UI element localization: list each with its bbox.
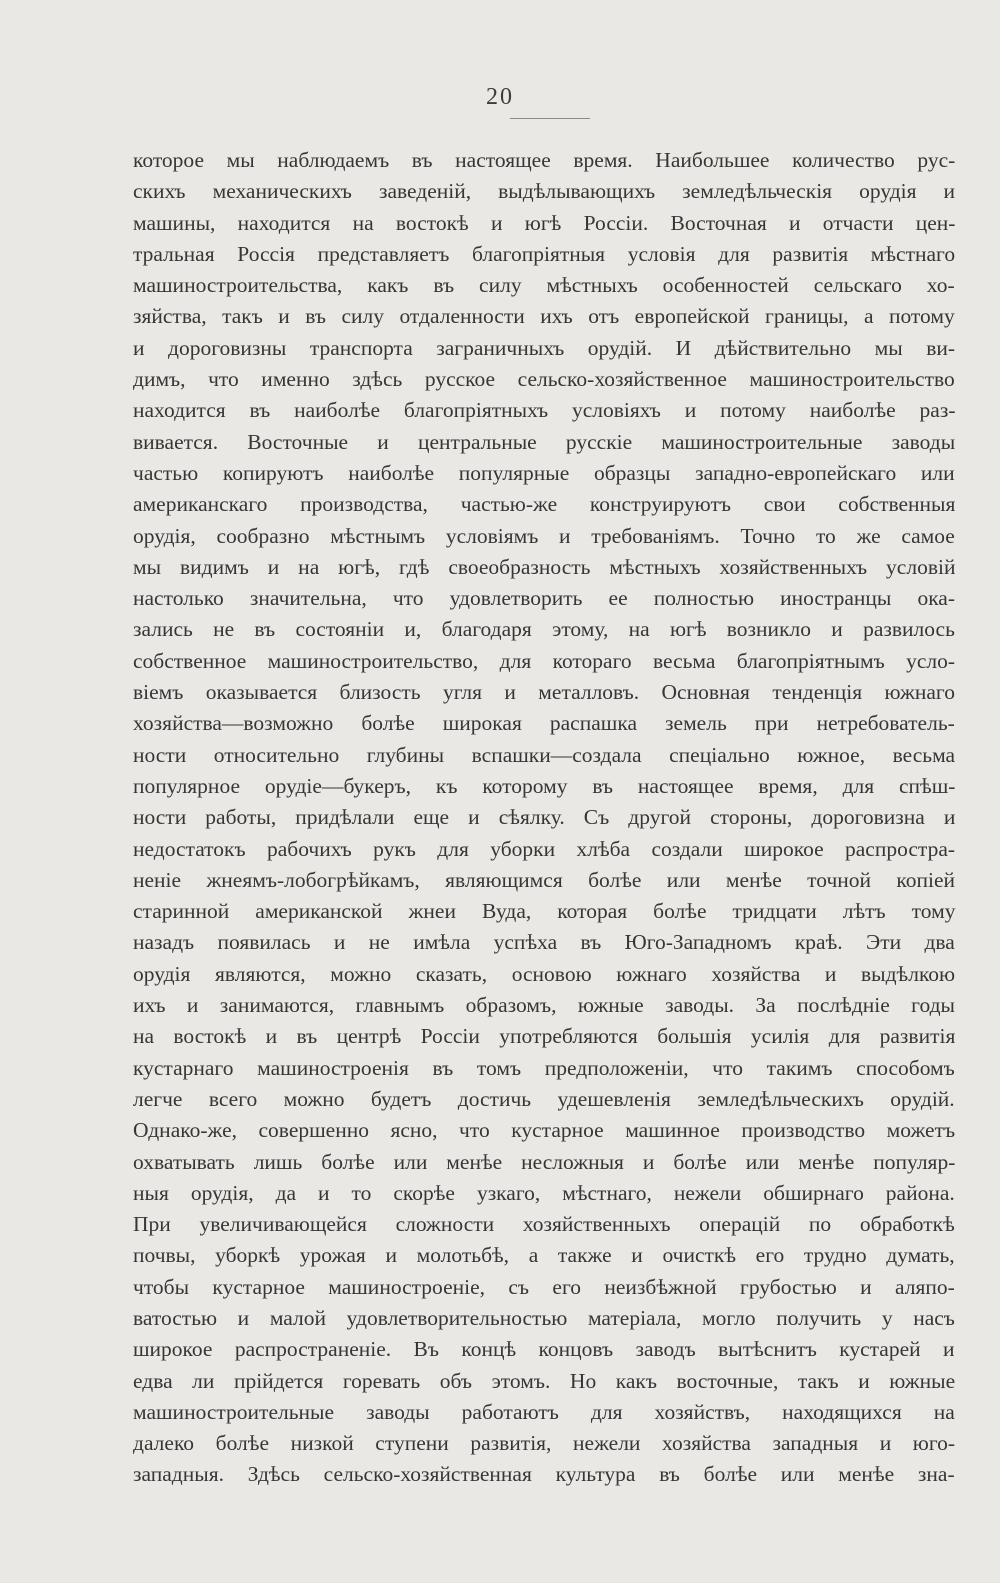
text-line: скихъ механическихъ заведеній, выдѣлывающихъ земледѣльческія орудія и: [133, 179, 956, 204]
text-line: димъ, что именно здѣсь русское сельско-хозяйственное машиностроительство: [133, 367, 955, 392]
text-line: собственное машиностроительство, для котораго весьма благопріятнымъ усло-: [133, 648, 956, 673]
text-line: машиностроительные заводы работаютъ для хозяйствъ, находящихся на: [133, 1399, 955, 1424]
text-line: орудія являются, можно сказать, основою южнаго хозяйства и выдѣлкою: [133, 961, 956, 986]
text-line: зались не въ состояніи и, благодаря этому, на югѣ возникло и развилось: [133, 617, 955, 642]
text-line: Однако-же, совершенно ясно, что кустарное машинное производство можетъ: [133, 1118, 956, 1143]
text-line: широкое распространеніе. Въ концѣ концовъ заводъ вытѣснитъ кустарей и: [133, 1337, 955, 1362]
text-line: тральная Россія представляетъ благопріятныя условія для развитія мѣстнаго: [133, 241, 956, 266]
text-line: почвы, уборкѣ урожая и молотьбѣ, а также и очисткѣ его трудно думать,: [133, 1243, 955, 1268]
text-line: кустарнаго машиностроенія въ томъ предположеніи, что такимъ способомъ: [133, 1055, 955, 1080]
text-line: ватостью и малой удовлетворительностью матеріала, могло получить у насъ: [133, 1305, 955, 1330]
text-line: При увеличивающейся сложности хозяйственныхъ операцій по обработкѣ: [133, 1212, 955, 1237]
text-line: чтобы кустарное машиностроеніе, съ его неизбѣжной грубостью и аляпо-: [133, 1274, 955, 1299]
text-line: назадъ появилась и не имѣла успѣха въ Юго-Западномъ краѣ. Эти два: [133, 930, 955, 955]
text-line: старинной американской жнеи Вуда, которая болѣе тридцати лѣтъ тому: [133, 899, 956, 924]
text-line: которое мы наблюдаемъ въ настоящее время. Наибольшее количество рус-: [133, 148, 956, 172]
page-number-rule: [510, 118, 590, 119]
text-line: ности относительно глубины вспашки—создала спеціально южное, весьма: [133, 742, 956, 767]
text-line: віемъ оказывается близость угля и металловъ. Основная тенденція южнаго: [133, 680, 955, 705]
text-line: машины, находится на востокѣ и югѣ Россіи. Восточная и отчасти цен-: [133, 210, 956, 235]
text-line: хозяйства—возможно болѣе широкая распашка земель при нетребователь-: [133, 711, 955, 736]
text-line: популярное орудіе—букеръ, къ которому въ настоящее время, для спѣш-: [133, 773, 956, 798]
text-line: мы видимъ и на югѣ, гдѣ своеобразность мѣстныхъ хозяйственныхъ условій: [133, 554, 956, 579]
text-line: легче всего можно будетъ достичь удешевленія земледѣльческихъ орудій.: [133, 1086, 955, 1111]
text-line: западныя. Здѣсь сельско-хозяйственная культура въ болѣе или менѣе зна-: [133, 1462, 955, 1487]
text-line: орудія, сообразно мѣстнымъ условіямъ и требованіямъ. Точно то же самое: [133, 523, 955, 548]
text-line: неніе жнеямъ-лобогрѣйкамъ, являющимся болѣе или менѣе точной копіей: [133, 867, 956, 892]
text-line: вивается. Восточные и центральные русскіе машиностроительные заводы: [133, 429, 956, 454]
text-line: на востокѣ и въ центрѣ Россіи употребляются большія усилія для развитія: [133, 1024, 956, 1049]
text-line: ихъ и занимаются, главнымъ образомъ, южные заводы. За послѣдніе годы: [133, 993, 955, 1018]
text-line: недостатокъ рабочихъ рукъ для уборки хлѣба создали широкое распростра-: [133, 836, 956, 861]
text-line: и дороговизны транспорта заграничныхъ орудій. И дѣйствительно мы ви-: [133, 335, 956, 360]
text-line: находится въ наиболѣе благопріятныхъ условіяхъ и потому наиболѣе раз-: [133, 398, 956, 423]
text-line: едва ли прійдется горевать объ этомъ. Но какъ восточные, такъ и южные: [133, 1368, 956, 1393]
text-line: частью копируютъ наиболѣе популярные образцы западно-европейскаго или: [133, 460, 955, 485]
text-line: настолько значительна, что удовлетворить ее полностью иностранцы ока-: [133, 586, 956, 611]
page-number: 20: [486, 84, 514, 110]
text-line: зяйства, такъ и въ силу отдаленности ихъ отъ европейской границы, а потому: [133, 304, 955, 329]
text-line: ныя орудія, да и то скорѣе узкаго, мѣстнаго, нежели обширнаго района.: [133, 1180, 955, 1205]
text-line: ности работы, придѣлали еще и сѣялку. Съ другой стороны, дороговизна и: [133, 805, 956, 830]
text-line: охватывать лишь болѣе или менѣе несложныя и болѣе или менѣе популяр-: [133, 1149, 956, 1174]
text-line: далеко болѣе низкой ступени развитія, нежели хозяйства западныя и юго-: [133, 1431, 956, 1456]
text-line: американскаго производства, частью-же конструируютъ свои собственныя: [133, 492, 956, 517]
text-line: машиностроительства, какъ въ силу мѣстныхъ особенностей сельскаго хо-: [133, 273, 955, 298]
body-text: [133, 145, 955, 1491]
